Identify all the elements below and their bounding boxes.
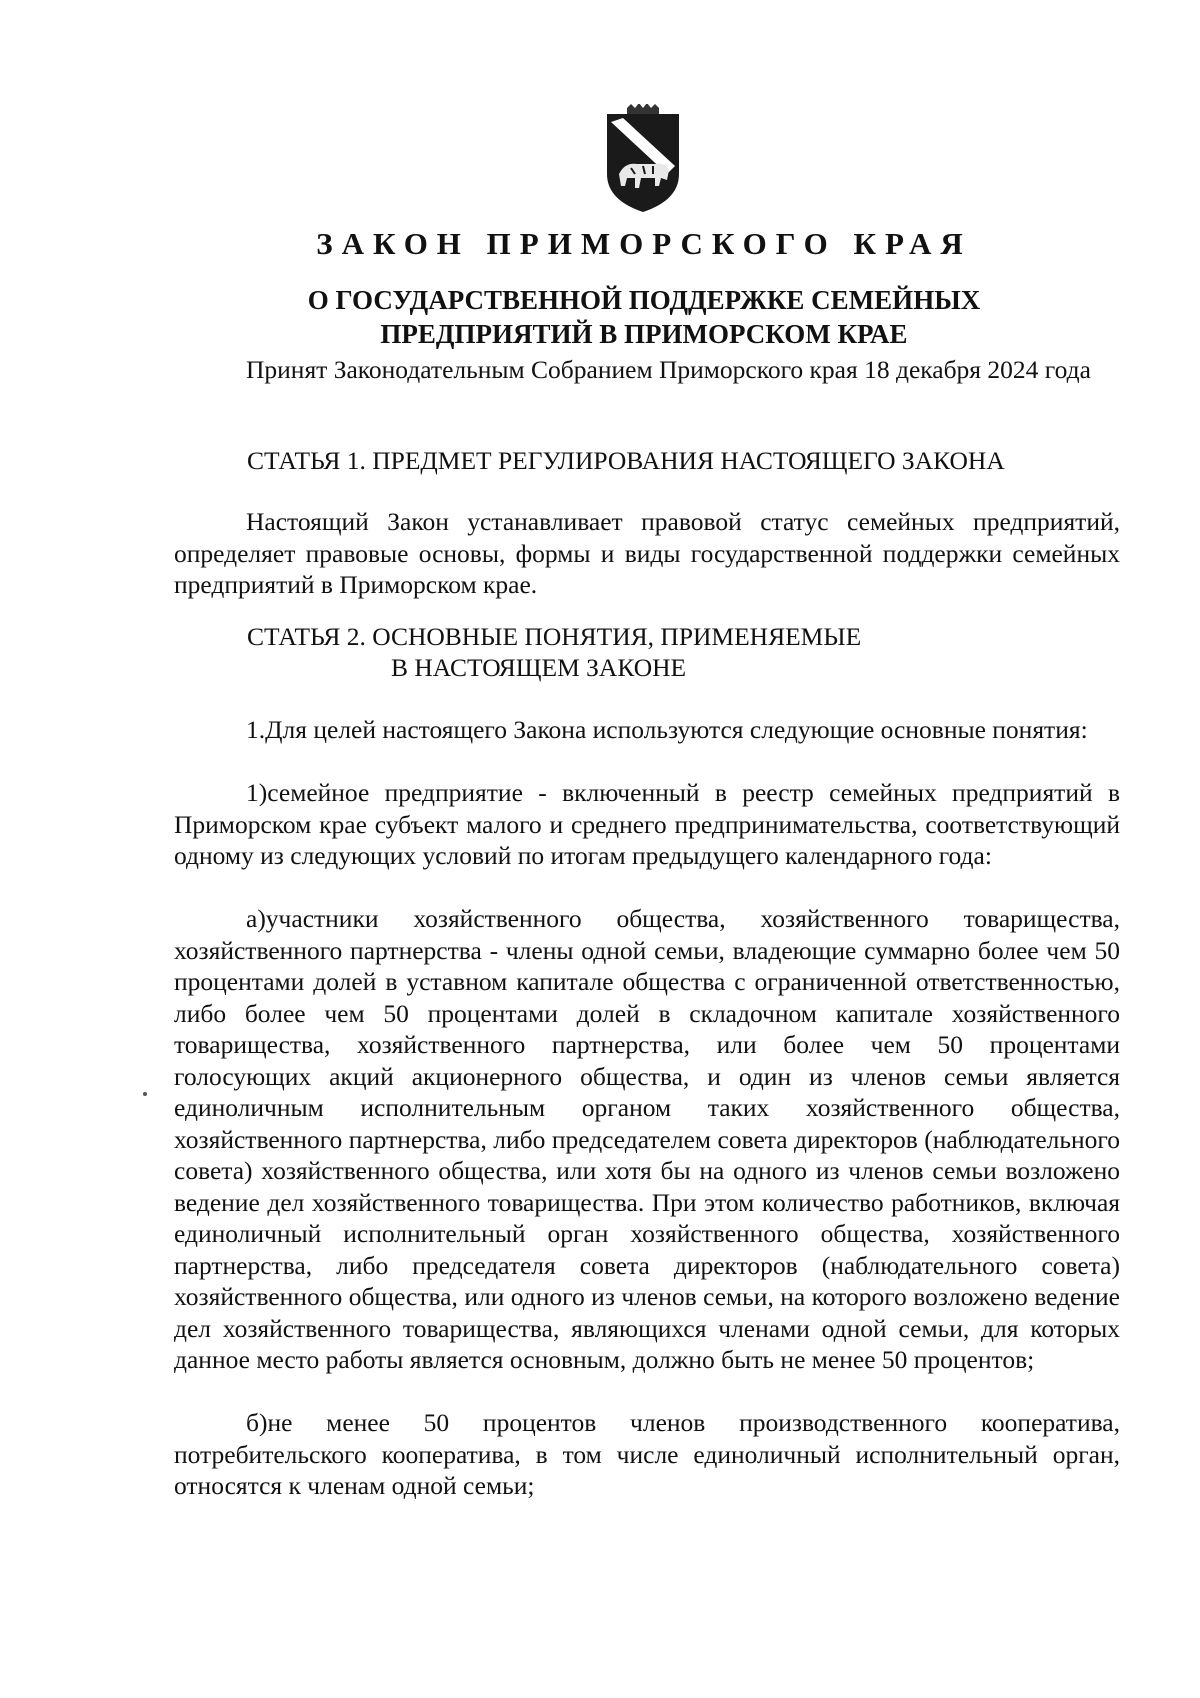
scan-artifact-dot [143, 1092, 147, 1096]
article1-heading: СТАТЬЯ 1. ПРЕДМЕТ РЕГУЛИРОВАНИЯ НАСТОЯЩЕГО ЗАКОНА [247, 446, 1005, 475]
article2-item-1: 1)семейное предприятие - включенный в реестр семейных предприятий в Приморском крае субъект малого и среднего предпринимательства, соответствующий одному из следующих условий по итогам предыдущего календарного года: [174, 778, 1120, 870]
article1-text: Настоящий Закон устанавливает правовой статус семейных предприятий, определяет правовые основы, формы и виды государственной поддержки семейных предприятий в Приморском крае. [174, 507, 1120, 599]
article2-heading-line2: В НАСТОЯЩЕМ ЗАКОНЕ [391, 653, 687, 682]
law-subtitle-line2: ПРЕДПРИЯТИЙ В ПРИМОРСКОМ КРАЕ [380, 319, 908, 349]
article2-subitem-b: б)не менее 50 процентов членов производственного кооператива, потребительского кооператива, в том числе единоличный исполнительный орган, относятся к членам одной семьи; [174, 1408, 1120, 1500]
adoption-note: Принят Законодательным Собранием Приморского края 18 декабря 2024 года [246, 355, 1091, 384]
article2-subitem-a: а)участники хозяйственного общества, хозяйственного товарищества, хозяйственного партнерства - члены одной семьи, владеющие суммарно более чем 50 процентами долей в уставном капитале общества с ограниченной ответственностью, либо более чем 50 процентами долей в складочном капитале хозяйственного товарищества, хозяйственного партнерства, или более чем 50 процентами голосующих акций акционерного общества, и один из членов семьи является единоличным исполнительным органом таких хозяйственного общества, хозяйственного партнерства, либо председателем совета директоров (наблюдательного совета) хозяйственного общества, или хотя бы на одного из членов семьи возложено ведение дел хозяйственного товарищества. При этом количество работников, включая единоличный исполнительный орган хозяйственного общества, хозяйственного партнерства, либо председателя совета директоров (наблюдательного совета) хозяйственного общества, или одного из членов семьи, на которого возложено ведение дел хозяйственного товарищества, являющихся членами одной семьи, для которых данное место работы является основным, должно быть не менее 50 процентов; [174, 904, 1120, 1374]
law-subtitle-line1: О ГОСУДАРСТВЕННОЙ ПОДДЕРЖКЕ СЕМЕЙНЫХ [307, 285, 981, 315]
article2-paragraph-1: 1.Для целей настоящего Закона используются следующие основные понятия: [246, 715, 1088, 744]
law-subtitle [160, 283, 1128, 351]
article2-heading-line1: СТАТЬЯ 2. ОСНОВНЫЕ ПОНЯТИЯ, ПРИМЕНЯЕМЫЕ [247, 622, 862, 651]
law-title: ЗАКОН ПРИМОРСКОГО КРАЯ [316, 226, 972, 261]
primorsky-krai-coat-of-arms-icon [601, 104, 685, 214]
